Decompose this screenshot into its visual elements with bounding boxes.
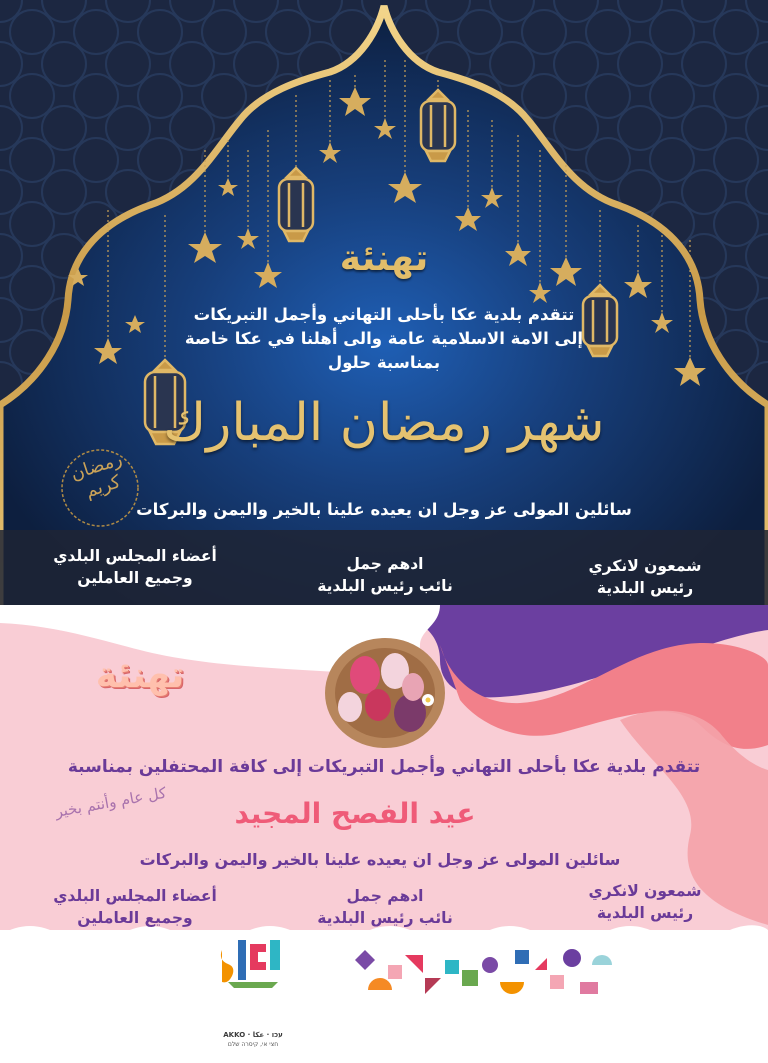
- ramadan-message: [150, 303, 618, 375]
- akko-logo: [221, 940, 280, 988]
- easter-title: تهنئة: [95, 655, 185, 696]
- easter-egg-basket: [325, 638, 445, 748]
- signature-name: أعضاء المجلس البلدي: [53, 887, 217, 905]
- signature-deputy-mayor: [300, 885, 470, 929]
- ramadan-wish: سائلين المولى عز وجل ان يعيده علينا بالخير واليمن والبركات: [136, 500, 632, 519]
- signature-role: نائب رئيس البلدية: [317, 577, 453, 595]
- signature-role: رئيس البلدية: [596, 904, 694, 922]
- signature-deputy-mayor: [300, 553, 470, 597]
- ramadan-title: تهنئة: [339, 238, 429, 279]
- signature-council: [40, 545, 230, 589]
- ramadan-occasion-calligraphy: شهر رمضان المبارك: [163, 393, 605, 453]
- signature-role: رئيس البلدية: [596, 579, 694, 597]
- signature-name: أعضاء المجلس البلدي: [53, 547, 217, 565]
- signature-council: [35, 885, 235, 929]
- easter-greeting-calligraphy: كل عام وأنتم بخير: [53, 783, 168, 821]
- signature-role: وجميع العاملين: [77, 909, 193, 927]
- signature-mayor: [560, 555, 730, 599]
- akko-logo-tagline: חצי אי, קיסרה שלם: [227, 1041, 279, 1048]
- footer: [0, 930, 768, 1063]
- easter-holiday-title: عيد الفصح المجيد: [234, 797, 476, 830]
- signature-name: ادهم جمل: [346, 887, 424, 905]
- ramadan-message-line: بمناسبة حلول: [327, 353, 441, 372]
- ramadan-message-line: تتقدم بلدية عكا بأحلى التهاني وأجمل التبريكات: [193, 305, 575, 324]
- signature-role: نائب رئيس البلدية: [317, 909, 453, 927]
- geometric-decoration: [355, 949, 612, 994]
- signature-mayor: [560, 880, 730, 924]
- easter-message: تتقدم بلدية عكا بأحلى التهاني وأجمل التبريكات إلى كافة المحتفلين بمناسبة: [67, 757, 701, 777]
- signature-name: ادهم جمل: [346, 555, 424, 573]
- ramadan-message-line: إلى الامة الاسلامية عامة والى أهلنا في عكا خاصة: [184, 329, 584, 348]
- akko-logo-text: AKKO · עכו · عكا: [223, 1031, 283, 1039]
- ramadan-kareem-calligraphy: رمضان كريم: [68, 448, 125, 503]
- signature-name: شمعون لانكري: [588, 882, 702, 900]
- easter-greeting-panel: [0, 605, 768, 950]
- footer-art: [0, 930, 768, 1063]
- signature-name: شمعون لانكري: [588, 557, 702, 575]
- signature-role: وجميع العاملين: [77, 569, 193, 587]
- easter-wish: سائلين المولى عز وجل ان يعيده علينا بالخير واليمن والبركات: [139, 850, 621, 869]
